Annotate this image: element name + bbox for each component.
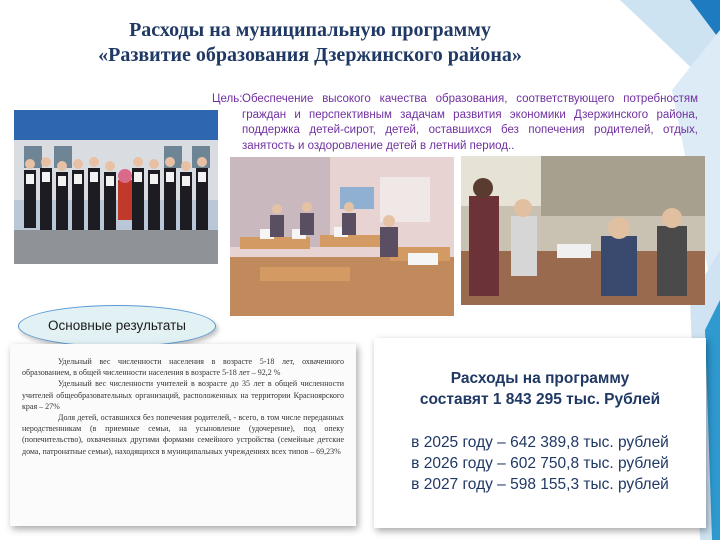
- page-title: [60, 18, 560, 68]
- spending-year-item: в 2025 году – 642 389,8 тыс. рублей: [411, 434, 669, 451]
- result-item: Доля детей, оставшихся без попечения родителей, - всего, в том числе переданных неродственникам (в приемные семьи, на усыновление (удочерение), под опеку (попечительство), охваченных другими формами семейного устройства (семейные детские дома, патронатные семьи), находящихся в муниципальных учреждениях всех типов – 69,23%: [22, 413, 344, 456]
- main-results-label: [18, 305, 216, 347]
- goal-block: [212, 92, 698, 154]
- spending-box: [374, 338, 706, 528]
- result-item: Удельный вес численности учителей в возрасте до 35 лет в общей численности учителей общеобразовательных организаций, расположенных на территории Красноярского края – 27%: [22, 379, 344, 411]
- spending-header-line-2: составят 1 843 295 тыс. Рублей: [419, 391, 661, 408]
- photo-classroom: [230, 157, 454, 316]
- goal-label: Цель:: [212, 93, 243, 105]
- photo-students-teacher: [461, 156, 705, 305]
- results-box: [10, 344, 356, 526]
- goal-text: Обеспечение высокого качества образования, соответствующего потребностям граждан и перспективным задачам развития экономики Дзержинского района, поддержка детей-сирот, детей, оставшихся без попечения родителей, отдых, занятость и оздоровление детей в летний период..: [242, 93, 698, 152]
- spending-years: [374, 432, 706, 495]
- title-line-2: «Развитие образования Дзержинского района»: [98, 44, 522, 66]
- spending-header-line-1: Расходы на программу: [450, 370, 630, 387]
- result-item: Удельный вес численности населения в возрасте 5-18 лет, охваченного образованием, в общей численности населения в возрасте 5-18 лет – 92,2 %: [22, 357, 344, 378]
- spending-year-item: в 2026 году – 602 750,8 тыс. рублей: [411, 455, 669, 472]
- title-line-1: Расходы на муниципальную программу: [129, 19, 491, 41]
- main-results-text: Основные результаты: [48, 318, 186, 333]
- spending-year-item: в 2027 году – 598 155,3 тыс. рублей: [411, 476, 669, 493]
- photo-graduates: [14, 110, 218, 264]
